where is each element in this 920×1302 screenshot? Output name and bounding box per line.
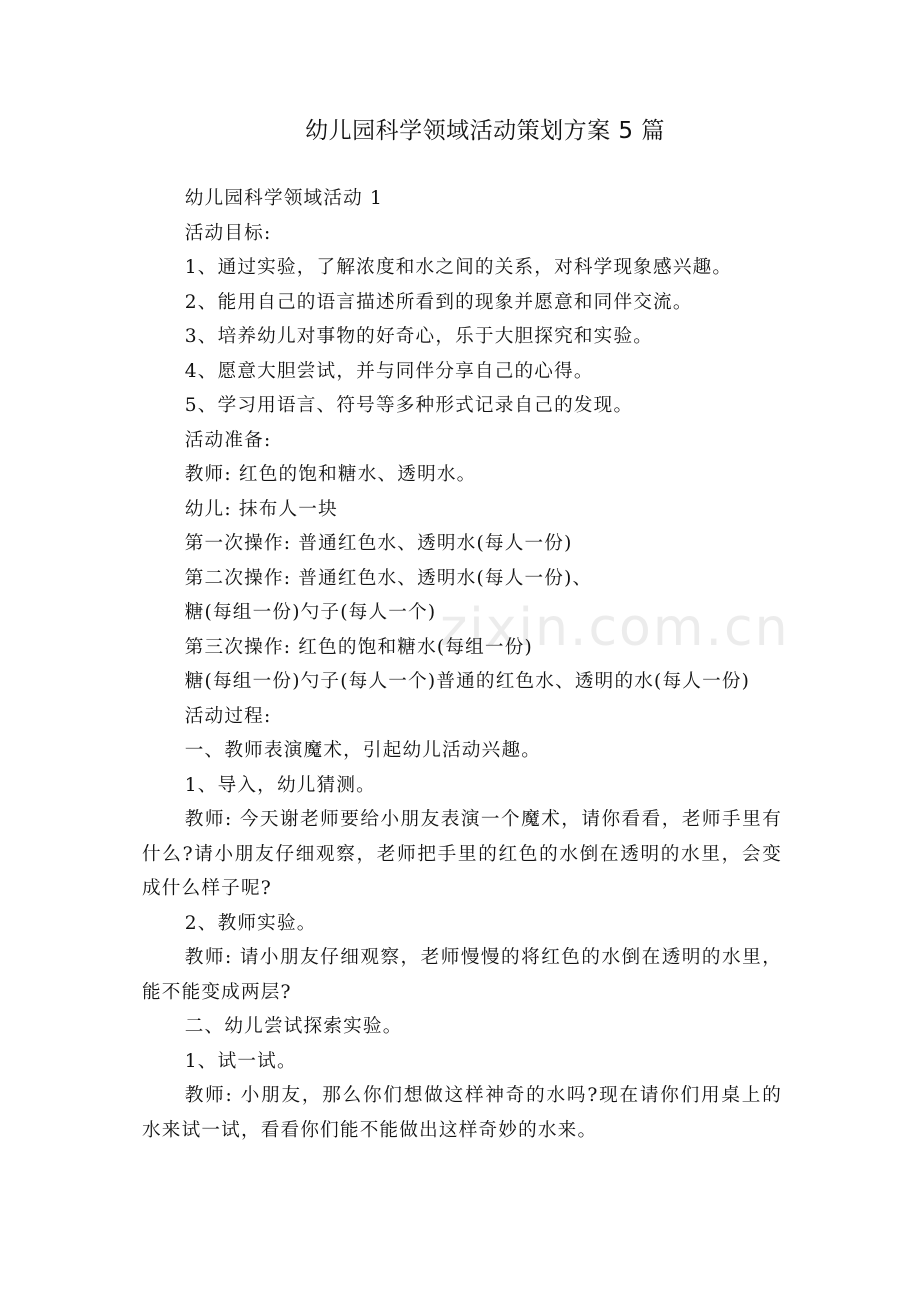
preparation-item: 教师: 红色的饱和糖水、透明水。 — [184, 464, 477, 485]
subheading-preparation: 活动准备: — [184, 429, 272, 451]
goal-item: 3、培养幼儿对事物的好奇心，乐于大胆探究和实验。 — [184, 326, 654, 347]
subheading-goals: 活动目标: — [184, 222, 272, 244]
section-heading: 幼儿园科学领域活动 1 — [184, 188, 384, 209]
process-paragraph: 教师: 小朋友，那么你们想做这样神奇的水吗?现在请你们用桌上的水来试一试，看看你们能不能做出这样奇妙的水来。 — [142, 1085, 782, 1141]
preparation-item: 糖(每组一份)勺子(每人一个)普通的红色水、透明的水(每人一份) — [184, 671, 751, 692]
preparation-item: 第三次操作: 红色的饱和糖水(每组一份) — [184, 636, 533, 658]
preparation-item: 糖(每组一份)勺子(每人一个) — [184, 602, 437, 623]
preparation-item: 第一次操作: 普通红色水、透明水(每人一份) — [184, 533, 573, 554]
document-body — [142, 182, 782, 1148]
subheading-process: 活动过程: — [184, 705, 272, 727]
goal-item: 1、通过实验，了解浓度和水之间的关系，对科学现象感兴趣。 — [184, 257, 733, 278]
process-step: 1、导入，幼儿猜测。 — [184, 774, 376, 796]
preparation-item: 第二次操作: 普通红色水、透明水(每人一份)、 — [184, 567, 593, 589]
watermark-text: zixin.com.cn — [440, 598, 790, 658]
goal-item: 5、学习用语言、符号等多种形式记录自己的发现。 — [184, 395, 634, 416]
process-step: 二、幼儿尝试探索实验。 — [184, 1016, 403, 1037]
process-step: 1、试一试。 — [184, 1050, 297, 1072]
process-step: 一、教师表演魔术，引起幼儿活动兴趣。 — [184, 740, 542, 761]
preparation-item: 幼儿: 抹布人一块 — [184, 498, 338, 520]
goal-item: 4、愿意大胆尝试，并与同伴分享自己的心得。 — [184, 360, 594, 382]
goal-item: 2、能用自己的语言描述所看到的现象并愿意和同伴交流。 — [184, 291, 693, 313]
process-paragraph: 教师: 请小朋友仔细观察，老师慢慢的将红色的水倒在透明的水里，能不能变成两层? — [142, 947, 782, 1003]
process-paragraph: 教师: 今天谢老师要给小朋友表演一个魔术，请你看看，老师手里有什么?请小朋友仔细观察，老师把手里的红色的水倒在透明的水里，会变成什么样子呢? — [142, 809, 782, 899]
process-step: 2、教师实验。 — [184, 912, 317, 934]
document-title: 幼儿园科学领域活动策划方案 5 篇 — [305, 118, 665, 144]
